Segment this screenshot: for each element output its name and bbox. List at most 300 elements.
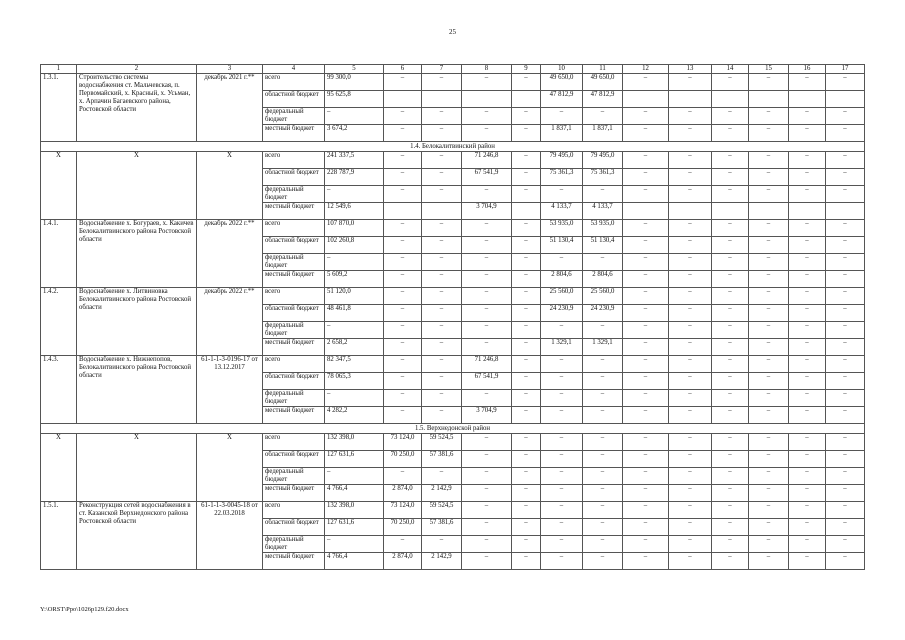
value-cell: –: [462, 390, 512, 407]
value-cell: –: [749, 434, 789, 451]
value-cell: –: [826, 152, 865, 169]
value-cell: –: [623, 356, 669, 373]
value-cell: 99 300,0: [325, 74, 384, 91]
value-cell: 102 260,8: [325, 237, 384, 254]
value-cell: –: [826, 485, 865, 502]
value-cell: –: [712, 152, 749, 169]
value-cell: –: [826, 536, 865, 553]
value-cell: –: [789, 152, 826, 169]
value-cell: –: [826, 322, 865, 339]
section-row: [41, 424, 865, 434]
value-cell: –: [712, 169, 749, 186]
value-cell: –: [669, 74, 712, 91]
value-cell: –: [669, 108, 712, 125]
item-code: 1.4.3.: [41, 356, 77, 424]
value-cell: –: [749, 305, 789, 322]
value-cell: –: [462, 339, 512, 356]
value-cell: –: [384, 305, 422, 322]
value-cell: –: [749, 254, 789, 271]
value-cell: –: [512, 339, 541, 356]
value-cell: 67 541,9: [462, 373, 512, 390]
value-cell: 3 704,9: [462, 407, 512, 424]
value-cell: –: [384, 536, 422, 553]
value-cell: –: [826, 237, 865, 254]
column-number: 15: [749, 65, 789, 74]
value-cell: –: [749, 322, 789, 339]
value-cell: –: [325, 254, 384, 271]
value-cell: –: [826, 74, 865, 91]
value-cell: –: [422, 74, 462, 91]
value-cell: [789, 91, 826, 108]
value-cell: –: [583, 390, 623, 407]
value-cell: –: [541, 553, 583, 570]
value-cell: –: [826, 451, 865, 468]
section-title: 1.5. Верхнедонской район: [41, 424, 865, 434]
value-cell: –: [462, 254, 512, 271]
value-cell: –: [462, 468, 512, 485]
value-cell: –: [583, 254, 623, 271]
budget-source-label: областной бюджет: [263, 237, 325, 254]
value-cell: –: [462, 288, 512, 305]
column-number: 17: [826, 65, 865, 74]
value-cell: –: [826, 519, 865, 536]
value-cell: 48 461,8: [325, 305, 384, 322]
value-cell: –: [712, 220, 749, 237]
value-cell: [826, 203, 865, 220]
value-cell: 127 631,6: [325, 451, 384, 468]
item-name: Строительство системы водоснабжения ст. Мальчевская, п. Первомайский, х. Красный, х. Усьман, х. Арпачин Багаевского района, Ростовской области: [77, 74, 197, 142]
value-cell: –: [623, 451, 669, 468]
value-cell: –: [669, 536, 712, 553]
value-cell: –: [669, 169, 712, 186]
value-cell: –: [826, 339, 865, 356]
value-cell: 73 124,0: [384, 502, 422, 519]
table-row: [41, 502, 865, 519]
budget-source-label: местный бюджет: [263, 203, 325, 220]
value-cell: –: [422, 271, 462, 288]
value-cell: –: [541, 108, 583, 125]
value-cell: 49 650,0: [541, 74, 583, 91]
value-cell: –: [623, 271, 669, 288]
column-number: 10: [541, 65, 583, 74]
item-code: Х: [41, 152, 77, 220]
value-cell: –: [669, 502, 712, 519]
column-number: 12: [623, 65, 669, 74]
value-cell: –: [712, 451, 749, 468]
value-cell: –: [712, 186, 749, 203]
value-cell: 75 361,3: [583, 169, 623, 186]
value-cell: –: [384, 339, 422, 356]
value-cell: –: [512, 237, 541, 254]
value-cell: –: [826, 254, 865, 271]
value-cell: –: [512, 373, 541, 390]
value-cell: –: [623, 108, 669, 125]
value-cell: 241 337,5: [325, 152, 384, 169]
value-cell: –: [422, 152, 462, 169]
value-cell: –: [712, 434, 749, 451]
value-cell: –: [422, 220, 462, 237]
value-cell: 4 766,4: [325, 553, 384, 570]
table-row: [41, 356, 865, 373]
value-cell: 70 250,0: [384, 519, 422, 536]
value-cell: –: [669, 407, 712, 424]
value-cell: [826, 91, 865, 108]
budget-source-label: областной бюджет: [263, 169, 325, 186]
budget-source-label: областной бюджет: [263, 373, 325, 390]
value-cell: –: [512, 553, 541, 570]
value-cell: –: [583, 536, 623, 553]
value-cell: –: [749, 536, 789, 553]
value-cell: –: [623, 485, 669, 502]
value-cell: –: [583, 108, 623, 125]
value-cell: –: [789, 407, 826, 424]
value-cell: –: [712, 339, 749, 356]
value-cell: –: [583, 322, 623, 339]
value-cell: –: [826, 468, 865, 485]
value-cell: –: [422, 254, 462, 271]
value-cell: –: [789, 169, 826, 186]
item-name: Реконструкция сетей водоснабжения в ст. Казанской Верхнедонского района Ростовской области: [77, 502, 197, 570]
value-cell: –: [826, 271, 865, 288]
value-cell: 1 837,1: [583, 125, 623, 142]
value-cell: –: [789, 373, 826, 390]
value-cell: –: [512, 322, 541, 339]
value-cell: –: [749, 390, 789, 407]
value-cell: –: [669, 339, 712, 356]
value-cell: –: [512, 468, 541, 485]
column-number: 11: [583, 65, 623, 74]
value-cell: –: [623, 536, 669, 553]
value-cell: –: [384, 254, 422, 271]
budget-source-label: местный бюджет: [263, 407, 325, 424]
budget-source-label: областной бюджет: [263, 519, 325, 536]
value-cell: –: [512, 390, 541, 407]
value-cell: –: [623, 305, 669, 322]
value-cell: –: [712, 390, 749, 407]
value-cell: –: [462, 553, 512, 570]
value-cell: –: [826, 373, 865, 390]
value-cell: –: [422, 186, 462, 203]
column-number: 1: [41, 65, 77, 74]
value-cell: –: [712, 519, 749, 536]
value-cell: 1 329,1: [541, 339, 583, 356]
value-cell: –: [749, 485, 789, 502]
value-cell: –: [826, 434, 865, 451]
value-cell: –: [623, 434, 669, 451]
value-cell: –: [712, 468, 749, 485]
column-number: 13: [669, 65, 712, 74]
value-cell: –: [826, 356, 865, 373]
value-cell: [512, 91, 541, 108]
value-cell: 57 381,6: [422, 519, 462, 536]
value-cell: –: [583, 485, 623, 502]
budget-source-label: местный бюджет: [263, 125, 325, 142]
value-cell: –: [749, 502, 789, 519]
value-cell: –: [712, 108, 749, 125]
value-cell: –: [826, 553, 865, 570]
value-cell: –: [422, 237, 462, 254]
value-cell: 79 495,0: [541, 152, 583, 169]
footer-file-path: Y:\ORST\Ppo\1026p129.f20.docx: [40, 606, 129, 613]
budget-source-label: областной бюджет: [263, 305, 325, 322]
item-name: Водоснабжение х. Нижнепопов, Белокалитвинского района Ростовской области: [77, 356, 197, 424]
value-cell: 24 230,9: [541, 305, 583, 322]
value-cell: –: [623, 502, 669, 519]
value-cell: –: [384, 373, 422, 390]
value-cell: 49 650,0: [583, 74, 623, 91]
value-cell: –: [623, 254, 669, 271]
value-cell: –: [789, 271, 826, 288]
value-cell: –: [583, 373, 623, 390]
value-cell: 4 766,4: [325, 485, 384, 502]
value-cell: –: [623, 553, 669, 570]
value-cell: –: [462, 125, 512, 142]
column-number: 8: [462, 65, 512, 74]
value-cell: –: [541, 468, 583, 485]
section-row: [41, 142, 865, 152]
value-cell: –: [749, 152, 789, 169]
budget-source-label: всего: [263, 434, 325, 451]
value-cell: –: [462, 502, 512, 519]
value-cell: 228 787,9: [325, 169, 384, 186]
value-cell: –: [583, 186, 623, 203]
value-cell: –: [462, 322, 512, 339]
value-cell: –: [512, 271, 541, 288]
value-cell: –: [749, 356, 789, 373]
value-cell: –: [749, 451, 789, 468]
value-cell: –: [669, 220, 712, 237]
value-cell: –: [583, 356, 623, 373]
value-cell: –: [384, 407, 422, 424]
value-cell: 2 658,2: [325, 339, 384, 356]
value-cell: 82 347,5: [325, 356, 384, 373]
section-title: 1.4. Белокалитвинский район: [41, 142, 865, 152]
value-cell: 132 398,0: [325, 434, 384, 451]
value-cell: –: [462, 451, 512, 468]
value-cell: 70 250,0: [384, 451, 422, 468]
value-cell: –: [512, 152, 541, 169]
value-cell: –: [512, 451, 541, 468]
value-cell: 73 124,0: [384, 434, 422, 451]
value-cell: –: [789, 305, 826, 322]
item-date: декабрь 2022 г.**: [197, 220, 263, 288]
value-cell: –: [541, 322, 583, 339]
value-cell: –: [422, 373, 462, 390]
value-cell: –: [422, 288, 462, 305]
value-cell: –: [541, 502, 583, 519]
item-name: Водоснабжение х. Богураев, х. Какичев Белокалитвинского района Ростовской области: [77, 220, 197, 288]
value-cell: –: [512, 536, 541, 553]
table-row: [41, 220, 865, 237]
value-cell: –: [712, 288, 749, 305]
value-cell: –: [512, 305, 541, 322]
value-cell: –: [462, 237, 512, 254]
value-cell: –: [623, 288, 669, 305]
value-cell: –: [712, 74, 749, 91]
value-cell: [422, 203, 462, 220]
value-cell: –: [325, 186, 384, 203]
value-cell: –: [749, 407, 789, 424]
value-cell: –: [826, 502, 865, 519]
value-cell: –: [669, 485, 712, 502]
value-cell: –: [789, 186, 826, 203]
value-cell: –: [325, 468, 384, 485]
value-cell: –: [384, 186, 422, 203]
budget-source-label: местный бюджет: [263, 271, 325, 288]
value-cell: –: [384, 74, 422, 91]
value-cell: –: [462, 434, 512, 451]
value-cell: –: [541, 356, 583, 373]
budget-table: [40, 64, 865, 570]
value-cell: 4 133,7: [541, 203, 583, 220]
value-cell: 71 246,8: [462, 152, 512, 169]
budget-source-label: всего: [263, 152, 325, 169]
item-date: Х: [197, 152, 263, 220]
value-cell: [749, 91, 789, 108]
value-cell: –: [623, 390, 669, 407]
value-cell: –: [712, 485, 749, 502]
value-cell: –: [669, 254, 712, 271]
value-cell: –: [826, 407, 865, 424]
value-cell: 51 130,4: [583, 237, 623, 254]
value-cell: –: [384, 237, 422, 254]
page-number: 25: [449, 28, 456, 36]
value-cell: –: [749, 108, 789, 125]
budget-source-label: федеральный бюджет: [263, 468, 325, 485]
value-cell: –: [749, 125, 789, 142]
value-cell: –: [462, 108, 512, 125]
value-cell: –: [583, 553, 623, 570]
value-cell: –: [789, 288, 826, 305]
value-cell: [749, 203, 789, 220]
value-cell: –: [789, 339, 826, 356]
value-cell: –: [749, 186, 789, 203]
value-cell: –: [712, 502, 749, 519]
value-cell: [669, 91, 712, 108]
value-cell: [512, 203, 541, 220]
value-cell: –: [384, 390, 422, 407]
value-cell: –: [669, 553, 712, 570]
value-cell: –: [712, 536, 749, 553]
value-cell: –: [669, 186, 712, 203]
value-cell: –: [826, 390, 865, 407]
value-cell: –: [623, 74, 669, 91]
value-cell: 53 935,0: [583, 220, 623, 237]
value-cell: –: [669, 356, 712, 373]
value-cell: –: [623, 468, 669, 485]
value-cell: 79 495,0: [583, 152, 623, 169]
budget-source-label: федеральный бюджет: [263, 536, 325, 553]
value-cell: –: [712, 407, 749, 424]
value-cell: 51 120,0: [325, 288, 384, 305]
value-cell: –: [669, 271, 712, 288]
value-cell: 2 142,9: [422, 485, 462, 502]
budget-source-label: всего: [263, 356, 325, 373]
value-cell: [789, 203, 826, 220]
value-cell: –: [384, 152, 422, 169]
value-cell: –: [541, 390, 583, 407]
value-cell: –: [623, 407, 669, 424]
item-date: Х: [197, 434, 263, 502]
value-cell: –: [826, 169, 865, 186]
value-cell: –: [462, 271, 512, 288]
value-cell: –: [789, 451, 826, 468]
value-cell: [712, 203, 749, 220]
column-number: 2: [77, 65, 197, 74]
budget-source-label: всего: [263, 288, 325, 305]
value-cell: 127 631,6: [325, 519, 384, 536]
column-number-row: [41, 65, 865, 74]
value-cell: [623, 91, 669, 108]
column-number: 3: [197, 65, 263, 74]
value-cell: –: [826, 186, 865, 203]
value-cell: –: [789, 519, 826, 536]
value-cell: –: [541, 485, 583, 502]
value-cell: –: [749, 373, 789, 390]
value-cell: –: [422, 356, 462, 373]
value-cell: –: [422, 305, 462, 322]
value-cell: –: [512, 220, 541, 237]
value-cell: 3 674,2: [325, 125, 384, 142]
value-cell: –: [749, 74, 789, 91]
value-cell: –: [669, 451, 712, 468]
value-cell: –: [384, 271, 422, 288]
value-cell: –: [623, 220, 669, 237]
value-cell: 132 398,0: [325, 502, 384, 519]
value-cell: –: [749, 271, 789, 288]
value-cell: –: [422, 536, 462, 553]
value-cell: –: [669, 373, 712, 390]
value-cell: –: [325, 322, 384, 339]
value-cell: –: [669, 390, 712, 407]
value-cell: –: [789, 468, 826, 485]
table-row: [41, 152, 865, 169]
value-cell: –: [789, 485, 826, 502]
value-cell: [422, 91, 462, 108]
item-date: декабрь 2022 г.**: [197, 288, 263, 356]
table-row: [41, 434, 865, 451]
value-cell: –: [541, 373, 583, 390]
value-cell: –: [541, 407, 583, 424]
value-cell: –: [712, 356, 749, 373]
item-code: Х: [41, 434, 77, 502]
value-cell: –: [712, 322, 749, 339]
value-cell: –: [512, 186, 541, 203]
budget-source-label: всего: [263, 502, 325, 519]
value-cell: –: [623, 186, 669, 203]
value-cell: –: [789, 356, 826, 373]
value-cell: 5 609,2: [325, 271, 384, 288]
value-cell: –: [789, 125, 826, 142]
value-cell: –: [512, 169, 541, 186]
value-cell: –: [789, 322, 826, 339]
value-cell: –: [512, 74, 541, 91]
value-cell: –: [623, 373, 669, 390]
value-cell: –: [623, 169, 669, 186]
value-cell: –: [422, 169, 462, 186]
value-cell: –: [749, 468, 789, 485]
value-cell: –: [669, 468, 712, 485]
value-cell: –: [512, 434, 541, 451]
column-number: 4: [263, 65, 325, 74]
value-cell: –: [712, 254, 749, 271]
value-cell: –: [669, 519, 712, 536]
value-cell: –: [325, 390, 384, 407]
value-cell: –: [512, 407, 541, 424]
value-cell: 25 560,0: [541, 288, 583, 305]
value-cell: –: [583, 468, 623, 485]
value-cell: –: [422, 339, 462, 356]
